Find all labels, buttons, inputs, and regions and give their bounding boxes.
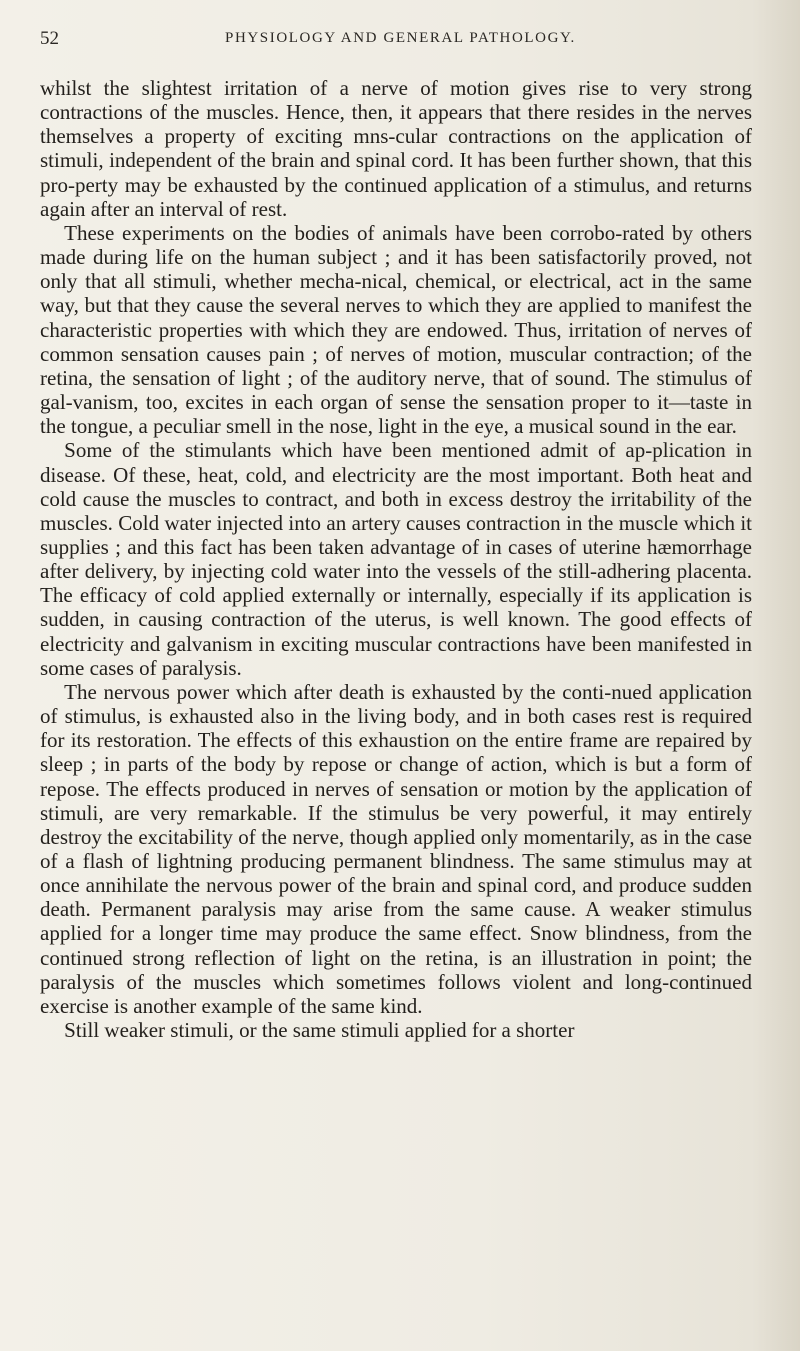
- page-number: 52: [40, 28, 59, 49]
- paragraph-weaker-stimuli: Still weaker stimuli, or the same stimuli applied for a shorter: [64, 1018, 575, 1043]
- body-text: [40, 76, 752, 1042]
- paragraph-nervous-power: The nervous power which after death is exhausted by the conti-nued application of stimulus, is exhausted also in the living body, and in both cases rest is required for its restoration. The effects of this exhaustion on the entire frame are repaired by sleep ; in parts of the body by repose or change of action, which is but a form of repose. The effects produced in nerves of sensation or motion by the application of stimuli, are very remarkable. If the stimulus be very powerful, it may entirely destroy the excitability of the nerve, though applied only momentarily, as in the case of a flash of lightning producing permanent blindness. The same stimulus may at once annihilate the nervous power of the brain and spinal cord, and produce sudden death. Permanent paralysis may arise from the same cause. A weaker stimulus applied for a longer time may produce the same effect. Snow blindness, from the continued strong reflection of light on the retina, is an illustration in point; the paralysis of the muscles which sometimes follows violent and long-continued exercise is another example of the same kind.: [40, 679, 752, 1018]
- page-header: [40, 24, 690, 54]
- paragraph-experiments: These experiments on the bodies of animals have been corrobo-rated by others made during life on the human subject ; and it has been satisfactorily proved, not only that all stimuli, whether mecha-nical, chemical, or electrical, act in the same way, but that they cause the several nerves to which they are applied to manifest the characteristic properties with which they are endowed. Thus, irritation of nerves of common sensation causes pain ; of nerves of motion, muscular contraction; of the retina, the sensation of light ; of the auditory nerve, that of sound. The stimulus of gal-vanism, too, excites in each organ of sense the sensation proper to it—taste in the tongue, a peculiar smell in the nose, light in the eye, a musical sound in the ear.: [40, 220, 752, 439]
- paragraph-stimulants: Some of the stimulants which have been mentioned admit of ap-plication in disease. Of these, heat, cold, and electricity are the most important. Both heat and cold cause the muscles to contract, and both in excess destroy the irritability of the muscles. Cold water injected into an artery causes contraction in the muscle which it supplies ; and this fact has been taken advantage of in cases of uterine hæmorrhage after delivery, by injecting cold water into the vessels of the still-adhering placenta. The efficacy of cold applied externally or internally, especially if its application is sudden, in causing contraction of the uterus, is well known. The good effects of electricity and galvanism in exciting muscular contractions have been manifested in some cases of paralysis.: [40, 438, 752, 680]
- paragraph-continuation: whilst the slightest irritation of a nerve of motion gives rise to very strong contractions of the muscles. Hence, then, it appears that there resides in the nerves themselves a property of exciting mns-cular contractions on the application of stimuli, independent of the brain and spinal cord. It has been further shown, that this pro-perty may be exhausted by the continued application of a stimulus, and returns again after an interval of rest.: [40, 76, 752, 221]
- running-title: PHYSIOLOGY AND GENERAL PATHOLOGY.: [225, 30, 576, 46]
